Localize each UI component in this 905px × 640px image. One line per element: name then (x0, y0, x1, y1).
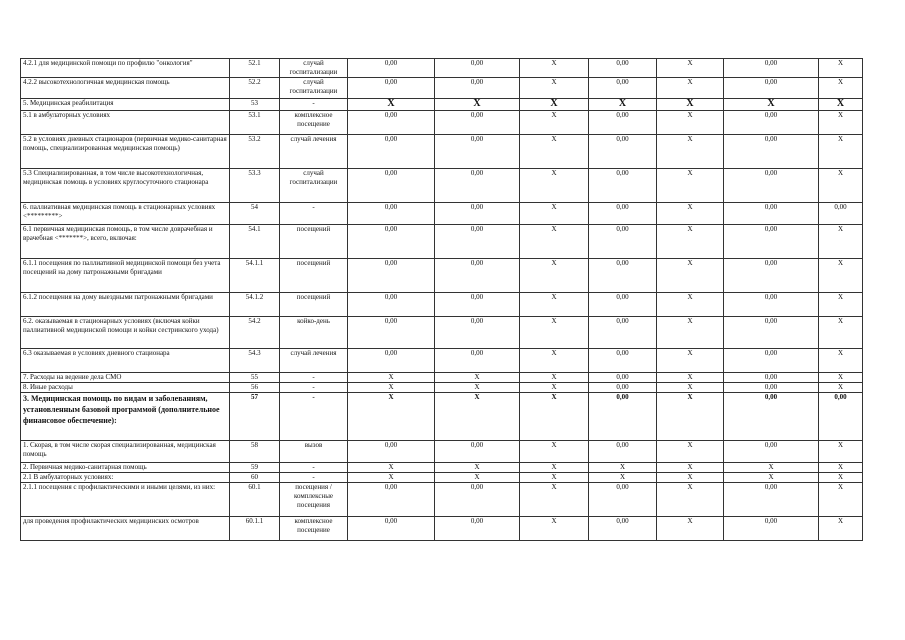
table-row (21, 293, 863, 317)
value-2-cell: 0,00 (435, 259, 520, 293)
value-1-cell: X (348, 473, 435, 483)
value-3-cell: X (520, 169, 589, 203)
row-label-cell: для проведения профилактических медицинских осмотров (21, 517, 230, 541)
unit-cell: - (280, 463, 348, 473)
value-4-cell: 0,00 (589, 517, 657, 541)
value-4-cell: 0,00 (589, 441, 657, 463)
value-1-cell: X (348, 383, 435, 393)
value-1-cell: X (348, 463, 435, 473)
value-4-cell: X (589, 473, 657, 483)
value-4-cell: 0,00 (589, 317, 657, 349)
unit-cell: посещений (280, 259, 348, 293)
value-2-cell: X (435, 99, 520, 111)
row-label-cell: 3. Медицинская помощь по видам и заболеваниям, установленным базовой программой (дополнительное финансовое обеспечение): (21, 393, 230, 441)
value-3-cell: X (520, 517, 589, 541)
value-4-cell: 0,00 (589, 169, 657, 203)
table-row (21, 441, 863, 463)
value-7-cell: X (819, 383, 863, 393)
value-7-cell: X (819, 349, 863, 373)
value-6-cell: 0,00 (724, 293, 819, 317)
row-code-cell: 54.1.1 (230, 259, 280, 293)
value-3-cell: X (520, 78, 589, 99)
value-7-cell: X (819, 483, 863, 517)
value-3-cell: X (520, 111, 589, 135)
value-6-cell: 0,00 (724, 383, 819, 393)
value-6-cell: X (724, 463, 819, 473)
value-3-cell: X (520, 135, 589, 169)
value-6-cell: 0,00 (724, 169, 819, 203)
row-label-cell: 5.2 в условиях дневных стационаров (первичная медико-санитарная помощь, специализированная медицинская помощь) (21, 135, 230, 169)
row-label-cell: 6. паллиативная медицинская помощь в стационарных условиях <*********> (21, 203, 230, 225)
row-label-cell: 6.3 оказываемая в условиях дневного стационара (21, 349, 230, 373)
value-6-cell: 0,00 (724, 225, 819, 259)
value-7-cell: X (819, 441, 863, 463)
value-5-cell: X (657, 317, 724, 349)
table-row (21, 373, 863, 383)
row-code-cell: 53 (230, 99, 280, 111)
row-code-cell: 53.1 (230, 111, 280, 135)
table-row (21, 169, 863, 203)
value-6-cell: 0,00 (724, 203, 819, 225)
value-2-cell: 0,00 (435, 483, 520, 517)
table-row (21, 111, 863, 135)
value-5-cell: X (657, 293, 724, 317)
row-label-cell: 4.2.1 для медицинской помощи по профилю "онкология" (21, 59, 230, 78)
value-2-cell: 0,00 (435, 293, 520, 317)
table-row (21, 383, 863, 393)
value-7-cell: X (819, 373, 863, 383)
row-code-cell: 54 (230, 203, 280, 225)
value-3-cell: X (520, 441, 589, 463)
value-3-cell: X (520, 259, 589, 293)
row-code-cell: 60.1 (230, 483, 280, 517)
value-1-cell: 0,00 (348, 317, 435, 349)
unit-cell: случай госпитализации (280, 59, 348, 78)
value-3-cell: X (520, 393, 589, 441)
value-1-cell: 0,00 (348, 59, 435, 78)
value-1-cell: 0,00 (348, 517, 435, 541)
value-7-cell: X (819, 317, 863, 349)
value-1-cell: 0,00 (348, 293, 435, 317)
row-code-cell: 60.1.1 (230, 517, 280, 541)
value-4-cell: 0,00 (589, 393, 657, 441)
row-label-cell: 5. Медицинская реабилитация (21, 99, 230, 111)
table-row (21, 317, 863, 349)
value-5-cell: X (657, 463, 724, 473)
value-2-cell: 0,00 (435, 111, 520, 135)
value-4-cell: 0,00 (589, 203, 657, 225)
unit-cell: - (280, 383, 348, 393)
row-label-cell: 2.1 В амбулаторных условиях: (21, 473, 230, 483)
table-row (21, 349, 863, 373)
value-4-cell: X (589, 99, 657, 111)
value-3-cell: X (520, 59, 589, 78)
value-5-cell: X (657, 383, 724, 393)
value-5-cell: X (657, 441, 724, 463)
value-3-cell: X (520, 225, 589, 259)
row-code-cell: 60 (230, 473, 280, 483)
row-label-cell: 5.1 в амбулаторных условиях (21, 111, 230, 135)
table-row (21, 78, 863, 99)
row-label-cell: 8. Иные расходы (21, 383, 230, 393)
value-3-cell: X (520, 99, 589, 111)
row-code-cell: 55 (230, 373, 280, 383)
value-7-cell: X (819, 111, 863, 135)
value-1-cell: 0,00 (348, 78, 435, 99)
value-6-cell: 0,00 (724, 517, 819, 541)
value-6-cell: 0,00 (724, 111, 819, 135)
value-1-cell: 0,00 (348, 225, 435, 259)
table-row (21, 99, 863, 111)
unit-cell: посещения / комплексные посещения (280, 483, 348, 517)
value-5-cell: X (657, 517, 724, 541)
table-row (21, 463, 863, 473)
value-3-cell: X (520, 293, 589, 317)
table-row (21, 483, 863, 517)
value-7-cell: X (819, 293, 863, 317)
value-7-cell: X (819, 517, 863, 541)
unit-cell: случай лечения (280, 135, 348, 169)
row-code-cell: 53.3 (230, 169, 280, 203)
unit-cell: случай лечения (280, 349, 348, 373)
value-7-cell: X (819, 473, 863, 483)
value-6-cell: X (724, 99, 819, 111)
row-label-cell: 6.1.1 посещения по паллиативной медицинской помощи без учета посещений на дому патронажными бригадами (21, 259, 230, 293)
row-code-cell: 59 (230, 463, 280, 473)
value-5-cell: X (657, 473, 724, 483)
row-code-cell: 54.1.2 (230, 293, 280, 317)
row-code-cell: 57 (230, 393, 280, 441)
value-7-cell: 0,00 (819, 393, 863, 441)
value-2-cell: 0,00 (435, 78, 520, 99)
value-7-cell: X (819, 59, 863, 78)
value-7-cell: X (819, 135, 863, 169)
value-1-cell: 0,00 (348, 169, 435, 203)
value-2-cell: 0,00 (435, 135, 520, 169)
row-label-cell: 4.2.2 высокотехнологичная медицинская помощь (21, 78, 230, 99)
value-4-cell: 0,00 (589, 225, 657, 259)
row-code-cell: 54.2 (230, 317, 280, 349)
value-1-cell: 0,00 (348, 259, 435, 293)
value-2-cell: 0,00 (435, 225, 520, 259)
value-4-cell: 0,00 (589, 373, 657, 383)
table-row (21, 203, 863, 225)
value-1-cell: 0,00 (348, 135, 435, 169)
value-6-cell: 0,00 (724, 393, 819, 441)
row-code-cell: 54.3 (230, 349, 280, 373)
unit-cell: - (280, 99, 348, 111)
row-code-cell: 52.1 (230, 59, 280, 78)
value-3-cell: X (520, 463, 589, 473)
value-4-cell: 0,00 (589, 383, 657, 393)
table-row (21, 59, 863, 78)
row-code-cell: 56 (230, 383, 280, 393)
value-3-cell: X (520, 383, 589, 393)
value-5-cell: X (657, 59, 724, 78)
value-6-cell: 0,00 (724, 59, 819, 78)
value-2-cell: X (435, 393, 520, 441)
unit-cell: - (280, 203, 348, 225)
value-7-cell: X (819, 463, 863, 473)
value-4-cell: 0,00 (589, 78, 657, 99)
row-code-cell: 58 (230, 441, 280, 463)
value-6-cell: 0,00 (724, 78, 819, 99)
value-2-cell: 0,00 (435, 441, 520, 463)
value-3-cell: X (520, 203, 589, 225)
value-1-cell: 0,00 (348, 349, 435, 373)
value-2-cell: X (435, 373, 520, 383)
value-1-cell: 0,00 (348, 441, 435, 463)
table-row (21, 473, 863, 483)
row-label-cell: 6.1.2 посещения на дому выездными патронажными бригадами (21, 293, 230, 317)
value-2-cell: X (435, 463, 520, 473)
value-5-cell: X (657, 225, 724, 259)
value-2-cell: 0,00 (435, 517, 520, 541)
value-6-cell: 0,00 (724, 317, 819, 349)
value-2-cell: 0,00 (435, 349, 520, 373)
value-5-cell: X (657, 169, 724, 203)
value-7-cell: X (819, 259, 863, 293)
value-5-cell: X (657, 393, 724, 441)
row-label-cell: 2. Первичная медико-санитарная помощь (21, 463, 230, 473)
unit-cell: комплексное посещение (280, 111, 348, 135)
unit-cell: случай госпитализации (280, 78, 348, 99)
value-6-cell: 0,00 (724, 373, 819, 383)
table-row (21, 259, 863, 293)
value-2-cell: 0,00 (435, 169, 520, 203)
unit-cell: - (280, 393, 348, 441)
value-5-cell: X (657, 99, 724, 111)
table-body (21, 59, 863, 541)
value-5-cell: X (657, 349, 724, 373)
value-6-cell: X (724, 473, 819, 483)
table-row (21, 393, 863, 441)
value-6-cell: 0,00 (724, 349, 819, 373)
value-7-cell: X (819, 99, 863, 111)
unit-cell: койко-день (280, 317, 348, 349)
table-row (21, 225, 863, 259)
row-label-cell: 7. Расходы на ведение дела СМО (21, 373, 230, 383)
unit-cell: комплексное посещение (280, 517, 348, 541)
value-3-cell: X (520, 483, 589, 517)
value-7-cell: X (819, 225, 863, 259)
value-5-cell: X (657, 111, 724, 135)
data-table (20, 58, 863, 541)
value-3-cell: X (520, 349, 589, 373)
value-1-cell: X (348, 99, 435, 111)
unit-cell: - (280, 373, 348, 383)
table-row (21, 517, 863, 541)
value-2-cell: 0,00 (435, 317, 520, 349)
value-2-cell: 0,00 (435, 59, 520, 78)
row-label-cell: 2.1.1 посещения с профилактическими и иными целями, из них: (21, 483, 230, 517)
value-6-cell: 0,00 (724, 259, 819, 293)
unit-cell: - (280, 473, 348, 483)
unit-cell: вызов (280, 441, 348, 463)
value-4-cell: 0,00 (589, 483, 657, 517)
value-4-cell: 0,00 (589, 111, 657, 135)
value-4-cell: 0,00 (589, 349, 657, 373)
row-label-cell: 1. Скорая, в том числе скорая специализированная, медицинская помощь (21, 441, 230, 463)
value-6-cell: 0,00 (724, 441, 819, 463)
value-4-cell: 0,00 (589, 293, 657, 317)
value-4-cell: 0,00 (589, 59, 657, 78)
value-3-cell: X (520, 473, 589, 483)
value-5-cell: X (657, 483, 724, 517)
unit-cell: посещений (280, 293, 348, 317)
value-1-cell: 0,00 (348, 111, 435, 135)
value-6-cell: 0,00 (724, 135, 819, 169)
value-5-cell: X (657, 78, 724, 99)
value-2-cell: X (435, 473, 520, 483)
value-3-cell: X (520, 317, 589, 349)
unit-cell: посещений (280, 225, 348, 259)
value-7-cell: X (819, 78, 863, 99)
row-code-cell: 53.2 (230, 135, 280, 169)
row-code-cell: 54.1 (230, 225, 280, 259)
value-1-cell: X (348, 393, 435, 441)
row-label-cell: 6.2. оказываемая в стационарных условиях (включая койки паллиативной медицинской помощи и койки сестринского ухода) (21, 317, 230, 349)
value-5-cell: X (657, 373, 724, 383)
value-7-cell: 0,00 (819, 203, 863, 225)
value-5-cell: X (657, 135, 724, 169)
value-4-cell: 0,00 (589, 135, 657, 169)
value-3-cell: X (520, 373, 589, 383)
value-2-cell: X (435, 383, 520, 393)
row-label-cell: 6.1 первичная медицинская помощь, в том числе доврачебная и врачебная <*******>, всего, включая: (21, 225, 230, 259)
value-2-cell: 0,00 (435, 203, 520, 225)
value-5-cell: X (657, 259, 724, 293)
value-1-cell: 0,00 (348, 203, 435, 225)
row-label-cell: 5.3 Специализированная, в том числе высокотехнологичная, медицинская помощь в условиях круглосуточного стационара (21, 169, 230, 203)
value-1-cell: 0,00 (348, 483, 435, 517)
value-4-cell: 0,00 (589, 259, 657, 293)
value-5-cell: X (657, 203, 724, 225)
value-7-cell: X (819, 169, 863, 203)
unit-cell: случай госпитализации (280, 169, 348, 203)
row-code-cell: 52.2 (230, 78, 280, 99)
value-6-cell: 0,00 (724, 483, 819, 517)
table-row (21, 135, 863, 169)
value-4-cell: X (589, 463, 657, 473)
value-1-cell: X (348, 373, 435, 383)
